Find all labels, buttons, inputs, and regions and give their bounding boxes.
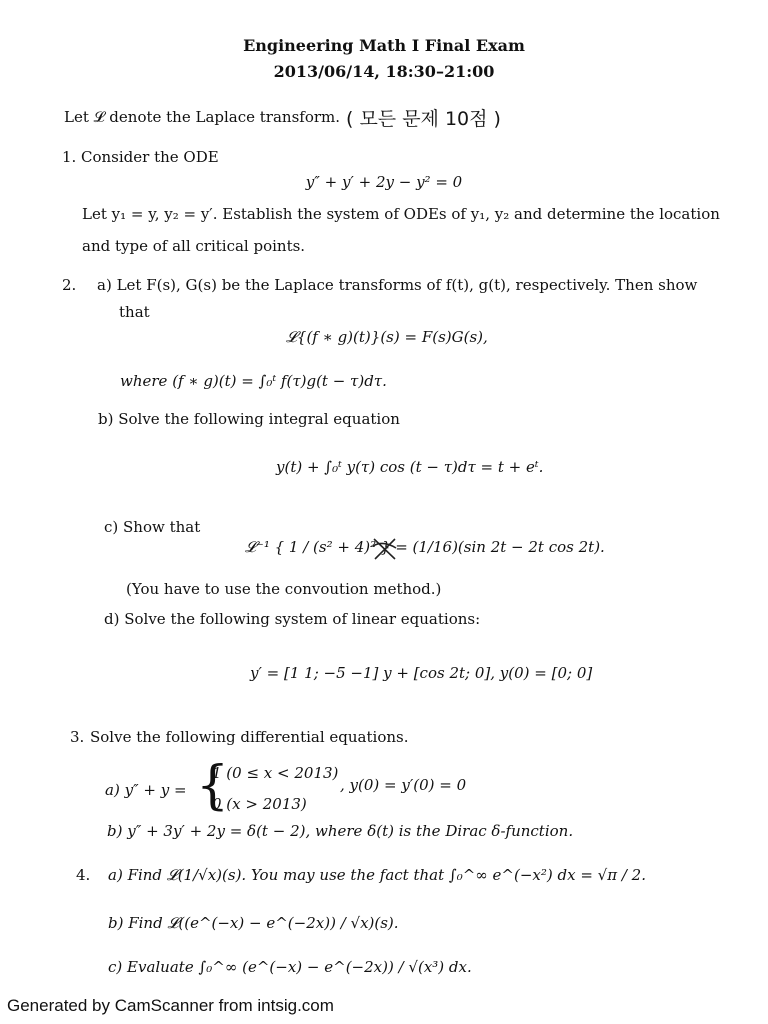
q4b-text: b) Find 𝓛((e^(−x) − e^(−2x)) / √x)(s). [108, 914, 399, 932]
q1-line2: and type of all critical points. [82, 237, 306, 255]
q3a-brace: { [196, 756, 230, 816]
q2b-equation: y(t) + ∫₀ᵗ y(τ) cos (t − τ)dτ = t + eᵗ. [276, 458, 544, 476]
q1-number: 1. [62, 148, 77, 166]
q2a-equation: 𝓛{(f ∗ g)(t)}(s) = F(s)G(s), [286, 328, 488, 346]
q3a-conditions: , y(0) = y′(0) = 0 [340, 776, 467, 794]
q2a-where: where (f ∗ g)(t) = ∫₀ᵗ f(τ)g(t − τ)dτ. [120, 372, 387, 390]
q3a-case1: 1 (0 ≤ x < 2013) [212, 764, 339, 782]
q3a-label: a) y″ + y = [105, 781, 187, 799]
exam-datetime: 2013/06/14, 18:30–21:00 [273, 62, 495, 81]
exam-title: Engineering Math I Final Exam [243, 36, 525, 55]
q2c-note: (You have to use the convoution method.) [126, 580, 442, 598]
cross-mark-icon [371, 536, 399, 562]
q3-number: 3. [70, 728, 85, 746]
q3b-text: b) y″ + 3y′ + 2y = δ(t − 2), where δ(t) is the Dirac δ-function. [107, 822, 574, 840]
q2b-text: b) Solve the following integral equation [98, 410, 400, 428]
q4c-text: c) Evaluate ∫₀^∞ (e^(−x) − e^(−2x)) / √(x³) dx. [108, 958, 472, 976]
q1-equation: y″ + y′ + 2y − y² = 0 [305, 173, 463, 191]
q2-number: 2. [62, 276, 77, 294]
q1-text: Consider the ODE [81, 148, 219, 166]
q3-text: Solve the following differential equations. [90, 728, 409, 746]
q2a-line1: a) Let F(s), G(s) be the Laplace transforms of f(t), g(t), respectively. Then show [97, 276, 698, 294]
q2a-line2: that [119, 303, 150, 321]
q2d-text: d) Solve the following system of linear equations: [104, 610, 481, 628]
q2c-text: c) Show that [104, 518, 201, 536]
footer-watermark: Generated by CamScanner from intsig.com [7, 996, 334, 1015]
q1-line1: Let y₁ = y, y₂ = y′. Establish the system of ODEs of y₁, y₂ and determine the location [82, 205, 720, 223]
q2c-equation: 𝓛⁻¹ { 1 / (s² + 4)² } = (1/16)(sin 2t − 2t cos 2t). [245, 538, 605, 556]
q3a-case2: 0 (x > 2013) [212, 795, 307, 813]
q4-number: 4. [76, 866, 91, 884]
q4a-text: a) Find 𝓛(1/√x)(s). You may use the fact that ∫₀^∞ e^(−x²) dx = √π / 2. [108, 866, 646, 884]
intro-text: Let 𝓛 denote the Laplace transform. [64, 108, 341, 126]
q2d-equation: y′ = [1 1; −5 −1] y + [cos 2t; 0], y(0) = [0; 0] [250, 664, 593, 682]
handwritten-note: ( 모든 문제 10점 ) [346, 108, 501, 130]
